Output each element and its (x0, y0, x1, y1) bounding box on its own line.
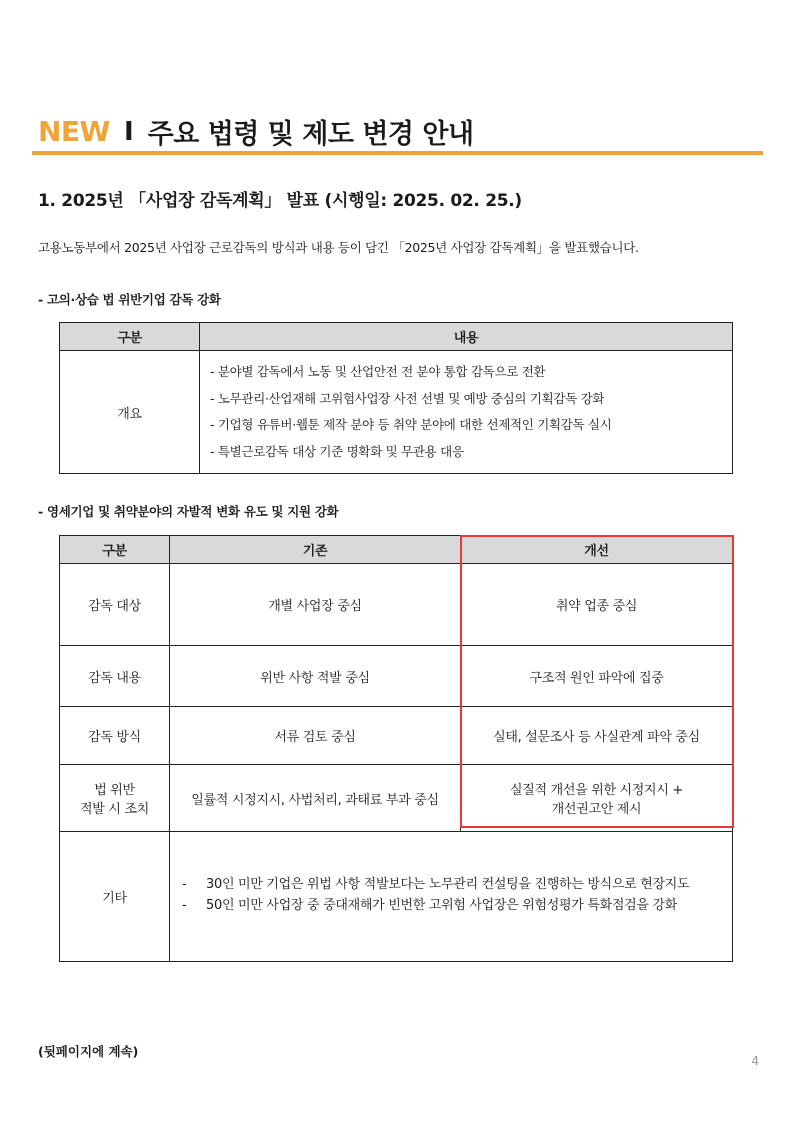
after-cell: 구조적 원인 파악에 집중 (461, 646, 733, 707)
page-number: 4 (751, 1054, 759, 1068)
table-row (60, 707, 733, 765)
misc-list (170, 832, 733, 962)
list-item-text: 30인 미만 기업은 위법 사항 적발보다는 노무관리 컨설팅을 진행하는 방식으로 현장지도 (206, 876, 690, 892)
row-label: 감독 대상 (60, 564, 170, 646)
table-row (60, 646, 733, 707)
overview-list (200, 351, 733, 474)
table-header-row (60, 323, 733, 351)
table-header-row (60, 536, 733, 564)
column-header-before: 기존 (170, 536, 461, 564)
column-header-category: 구분 (60, 323, 200, 351)
row-label: 감독 내용 (60, 646, 170, 707)
after-cell: 취약 업종 중심 (461, 564, 733, 646)
after-cell (461, 765, 733, 832)
before-cell: 개별 사업장 중심 (170, 564, 461, 646)
table-row (60, 351, 733, 474)
continued-note: (뒷페이지에 계속) (38, 1044, 139, 1059)
subsection-title-1: - 고의·상습 법 위반기업 감독 강화 (38, 292, 221, 307)
row-label-overview: 개요 (60, 351, 200, 474)
intro-paragraph: 고용노동부에서 2025년 사업장 근로감독의 방식과 내용 등이 담긴 「2025년 사업장 감독계획」을 발표했습니다. (38, 240, 639, 255)
list-item-text: 50인 미만 사업장 중 중대재해가 빈번한 고위험 사업장은 위험성평가 특화점검을 강화 (206, 897, 678, 913)
bullet-dash: - (182, 876, 187, 892)
row-label-line: 적발 시 조치 (80, 802, 149, 817)
row-label (60, 765, 170, 832)
section-title: 1. 2025년 「사업장 감독계획」 발표 (시행일: 2025. 02. 25.) (38, 191, 522, 211)
new-label: NEW (38, 115, 110, 148)
list-item: - 특별근로감독 대상 기준 명확화 및 무관용 대응 (210, 443, 464, 459)
page-title: 주요 법령 및 제도 변경 안내 (147, 119, 474, 150)
table-row (60, 765, 733, 832)
row-label-misc: 기타 (60, 832, 170, 962)
page-header (38, 112, 763, 151)
list-item: - 분야별 감독에서 노동 및 산업안전 전 분야 통합 감독으로 전환 (210, 364, 546, 379)
before-cell: 위반 사항 적발 중심 (170, 646, 461, 707)
overview-table (59, 322, 733, 474)
header-divider (32, 151, 763, 155)
column-header-category: 구분 (60, 536, 170, 564)
table-row (60, 564, 733, 646)
header-separator: I (123, 116, 134, 147)
after-cell: 실태, 설문조사 등 사실관계 파악 중심 (461, 707, 733, 765)
bullet-dash: - (182, 897, 187, 913)
before-cell: 서류 검토 중심 (170, 707, 461, 765)
after-cell-line: 개선권고안 제시 (551, 802, 642, 817)
comparison-table (59, 535, 733, 962)
column-header-content: 내용 (200, 323, 733, 351)
row-label-line: 법 위반 (94, 783, 135, 798)
list-item (178, 874, 724, 895)
before-cell: 일률적 시정지시, 사법처리, 과태료 부과 중심 (170, 765, 461, 832)
list-item (178, 895, 724, 916)
column-header-after: 개선 (461, 536, 733, 564)
after-cell-line: 실질적 개선을 위한 시정지시 + (509, 783, 684, 798)
subsection-title-2: - 영세기업 및 취약분야의 자발적 변화 유도 및 지원 강화 (38, 504, 339, 519)
list-item: - 노무관리·산업재해 고위험사업장 사전 선별 및 예방 중심의 기획감독 강화 (210, 390, 605, 406)
table-row (60, 832, 733, 962)
row-label: 감독 방식 (60, 707, 170, 765)
list-item: - 기업형 유튜버·웹툰 제작 분야 등 취약 분야에 대한 선제적인 기획감독 실시 (210, 417, 612, 432)
